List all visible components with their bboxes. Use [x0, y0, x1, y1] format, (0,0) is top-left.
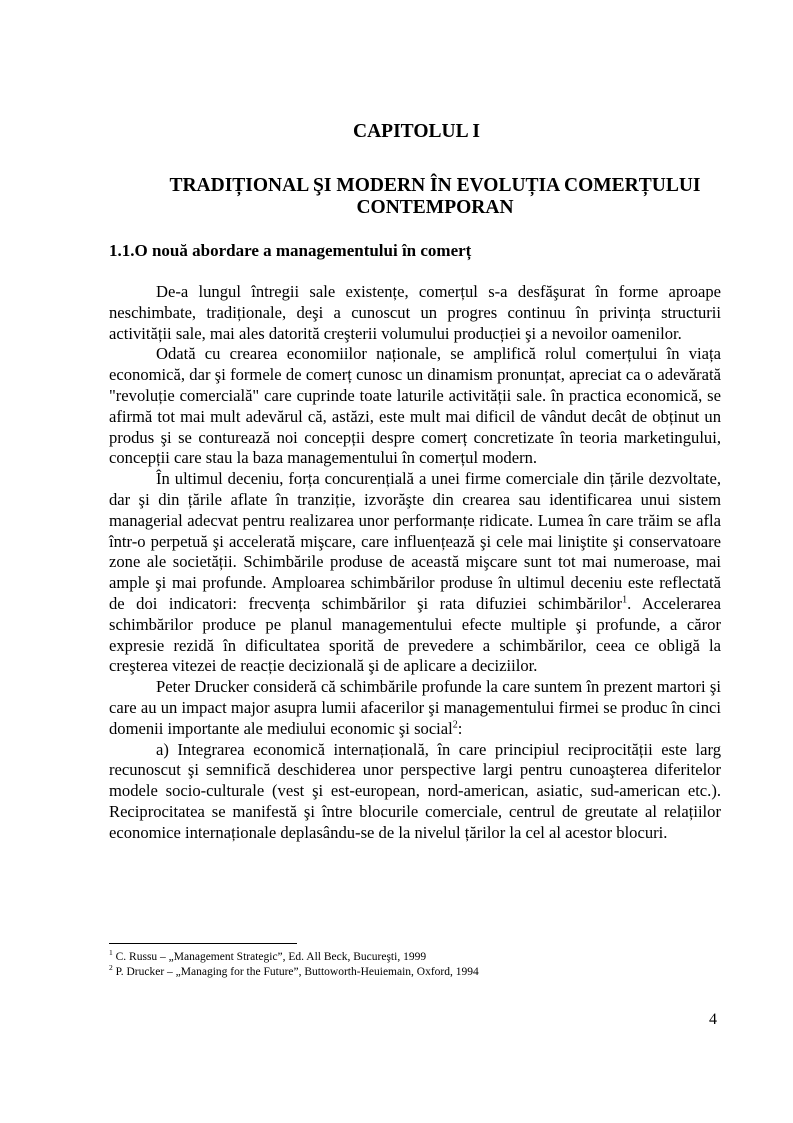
- paragraph: De-a lungul întregii sale existențe, comerțul s-a desfăşurat în forme aproape neschimbate, tradiționale, deşi a cunoscut un progres continuu în privința structurii activității sale, mai ales datorită creşterii volumului producției şi a nevoilor oamenilor.: [109, 282, 721, 343]
- footnote-reference: 1: [622, 594, 628, 606]
- footnote: [109, 965, 479, 980]
- paragraph: Odată cu crearea economiilor naționale, se amplifică rolul comerțului în viața economică, dar şi formele de comerț cunosc un dinamism pronunțat, apreciat ca o adevărată "revoluție comercială" care cuprinde toate laturile activității sale. în practica economică, se afirmă tot mai mult adevărul că, astăzi, este mult mai dificil de vândut decât de obținut un produs şi se conturează noi concepții despre comerț concretizate în teoria marketingului, concepții care stau la baza managementului în comerțul modern.: [109, 344, 721, 468]
- chapter-title-line-2: CONTEMPORAN: [356, 197, 514, 218]
- footnote-text: C. Russu – „Management Strategic”, Ed. All Beck, Bucureşti, 1999: [112, 951, 427, 963]
- footnote-reference: 2: [452, 719, 458, 731]
- paragraph: [109, 469, 721, 677]
- footnote-number: 1: [109, 948, 113, 958]
- paragraph-text: Peter Drucker consideră că schimbările profunde la care suntem în prezent martori şi care au un impact major asupra lumii afacerilor şi managementului firmei se produc în cinci domenii importante ale mediului economic şi social: [109, 677, 721, 738]
- body-text: [109, 282, 721, 844]
- paragraph: a) Integrarea economică internațională, în care principiul reciprocității este larg recunoscut şi semnifică deschiderea unor perspective largi pentru cunoaşterea diferitelor modele socio-culturale (vest şi est-european, nord-american, asiatic, sud-american etc.). Reciprocitatea se manifestă şi între blocurile comerciale, centrul de greutate al relațiilor economice internaționale deplasându-se de la nivelul țărilor la cel al acestor blocuri.: [109, 739, 721, 842]
- footnote-text: P. Drucker – „Managing for the Future”, Buttoworth-Heuiemain, Oxford, 1994: [112, 966, 479, 978]
- footnote-separator: [109, 943, 297, 944]
- chapter-title-line-1: TRADIȚIONAL ŞI MODERN ÎN EVOLUȚIA COMERȚULUI: [169, 175, 701, 196]
- paragraph: [109, 677, 721, 739]
- paragraph-text: :: [457, 718, 463, 738]
- paragraph-text: În ultimul deceniu, forța concurențială a unei firme comerciale din țările dezvoltate, dar şi din țările aflate în tranziție, izvorăşte din crearea sau identificarea unui sistem managerial adecvat pentru realizarea unor performanțe ridicate. Lumea în care trăim se afla într-o perpetuă şi accelerată mişcare, care influențează şi cele mai liniştite şi conservatoare zone ale societății. Schimbările produse de această mişcare sunt tot mai numeroase, mai ample şi mai profunde. Amploarea schimbărilor produse în ultimul deceniu este reflectată de doi indicatori: frecvența schimbărilor şi rata difuziei schimbărilor: [109, 469, 721, 613]
- page-number: 4: [709, 1011, 717, 1028]
- footnote-number: 2: [109, 963, 113, 973]
- paragraph-text: . Accelerarea schimbărilor produce pe planul managementului efecte multiple şi profunde, a căror expresie rezidă în dificultatea sporită de prevedere a schimbărilor, ceea ce obligă la creşterea vitezei de reacție decizională şi de aplicare a deciziilor.: [109, 593, 721, 676]
- section-heading: 1.1.O nouă abordare a managementului în comerț: [109, 241, 472, 260]
- footnote: [109, 950, 479, 965]
- chapter-title: [150, 175, 720, 219]
- footnotes: [109, 950, 479, 980]
- chapter-heading: CAPITOLUL I: [353, 121, 480, 142]
